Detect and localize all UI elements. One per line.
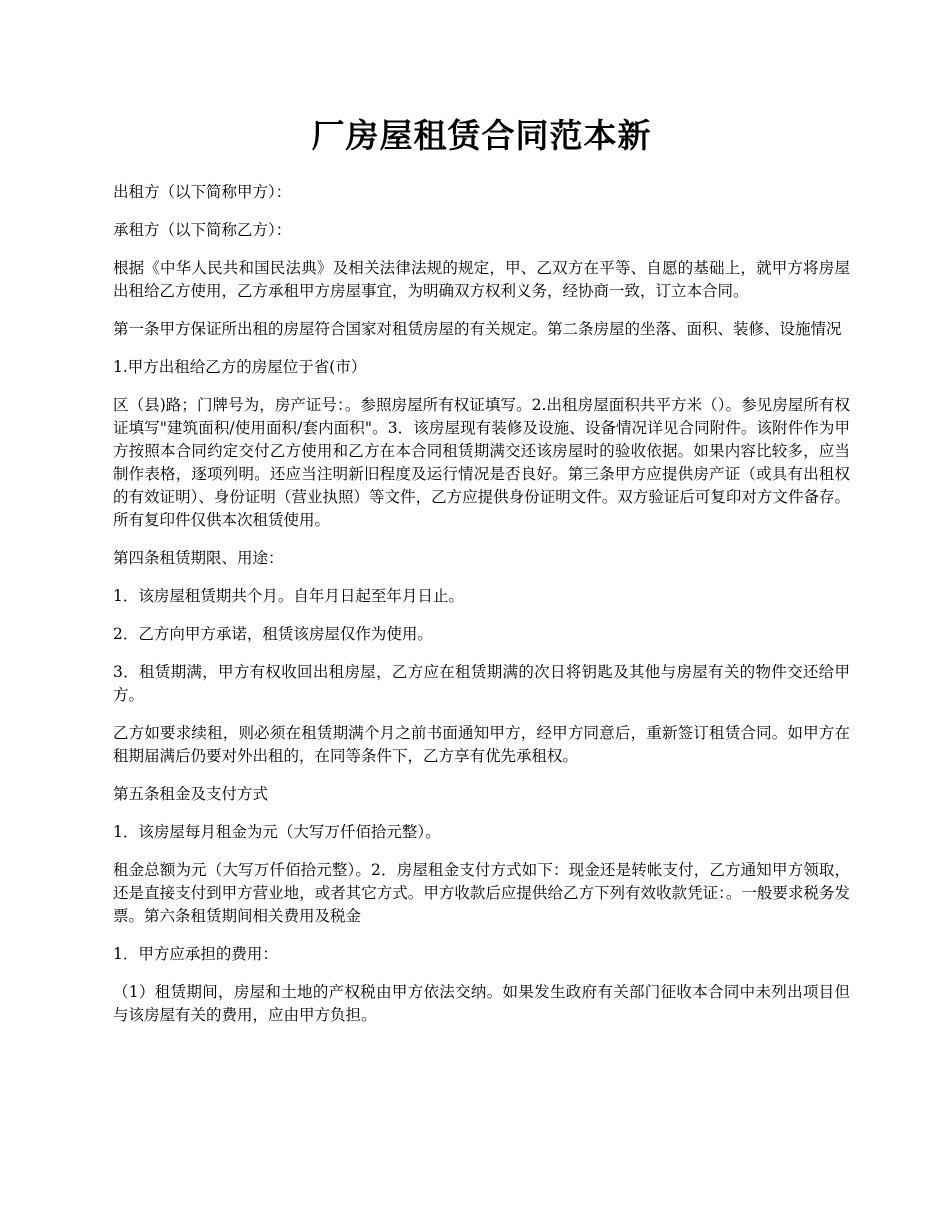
paragraph-lessor: 出租方（以下简称甲方）： xyxy=(113,183,292,201)
paragraph-monthly-rent: 1．该房屋每月租金为元（大写万仟佰拾元整）。 xyxy=(113,823,441,841)
paragraph-property-details: 区（县)路；门牌号为，房产证号：。参照房屋所有权证填写。2.出租房屋面积共平方米（）。参见房屋所有权证填写"建筑面积/使用面积/套内面积"。3．该房屋现有装修及设施、设备情况详见合同附件。该附件作为甲方按照本合同约定交付乙方使用和乙方在本合同租赁期满交还该房屋时的验收依据。如果内容比较多，应当制作表格，逐项列明。还应当注明新旧程度及运行情况是否良好。第三条甲方应提供房产证（或具有出租权的有效证明）、身份证明（营业执照）等文件，乙方应提供身份证明文件。双方验证后可复印对方文件备存。所有复印件仅供本次租赁使用。 xyxy=(113,396,850,529)
paragraph-renewal: 乙方如要求续租，则必须在租赁期满个月之前书面通知甲方，经甲方同意后，重新签订租赁合同。如甲方在租期届满后仍要对外出租的，在同等条件下，乙方享有优先承租权。 xyxy=(113,724,850,765)
paragraph-article-5: 第五条租金及支付方式 xyxy=(113,785,269,803)
paragraph-usage: 2．乙方向甲方承诺，租赁该房屋仅作为使用。 xyxy=(113,625,433,643)
paragraph-lease-term: 1．该房屋租赁期共个月。自年月日起至年月日止。 xyxy=(113,587,464,605)
paragraph-preamble: 根据《中华人民共和国民法典》及相关法律法规的规定，甲、乙双方在平等、自愿的基础上，就甲方将房屋出租给乙方使用，乙方承租甲方房屋事宜，为明确双方权利义务，经协商一致，订立本合同。 xyxy=(113,259,850,300)
document-title: 厂房屋租赁合同范本新 xyxy=(311,116,652,155)
document-body xyxy=(113,181,850,1027)
paragraph-lessee: 承租方（以下简称乙方）： xyxy=(113,221,292,239)
paragraph-article-1-2: 第一条甲方保证所出租的房屋符合国家对租赁房屋的有关规定。第二条房屋的坐落、面积、装修、设施情况 xyxy=(113,320,842,338)
paragraph-location: 1.甲方出租给乙方的房屋位于省(市） xyxy=(113,358,367,376)
paragraph-property-tax: （1）租赁期间，房屋和土地的产权税由甲方依法交纳。如果发生政府有关部门征收本合同中未列出项目但与该房屋有关的费用，应由甲方负担。 xyxy=(113,983,850,1024)
paragraph-article-4: 第四条租赁期限、用途： xyxy=(113,549,284,567)
paragraph-expiry: 3．租赁期满，甲方有权收回出租房屋，乙方应在租赁期满的次日将钥匙及其他与房屋有关的物件交还给甲方。 xyxy=(113,663,850,704)
paragraph-payment: 租金总额为元（大写万仟佰拾元整）。2．房屋租金支付方式如下：现金还是转帐支付，乙方通知甲方领取，还是直接支付到甲方营业地，或者其它方式。甲方收款后应提供给乙方下列有效收款凭证：。一般要求税务发票。第六条租赁期间相关费用及税金 xyxy=(113,861,850,925)
paragraph-lessor-costs: 1．甲方应承担的费用： xyxy=(113,945,278,963)
